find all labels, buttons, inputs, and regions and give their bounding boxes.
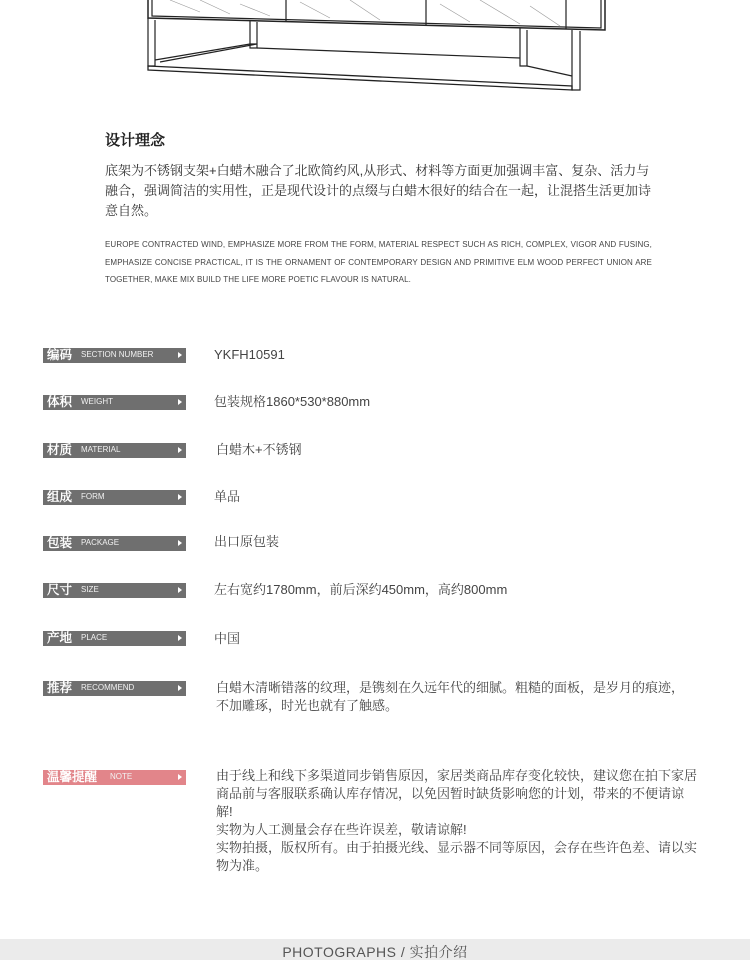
play-arrow-icon [178,447,182,453]
design-heading: 设计理念 [105,132,166,149]
spec-value: 白蜡木+不锈钢 [216,442,302,457]
play-arrow-icon [178,774,182,780]
play-arrow-icon [178,352,182,358]
spec-label-en: PACKAGE [81,538,120,547]
play-arrow-icon [178,399,182,405]
spec-label [43,631,186,646]
spec-label [43,443,186,458]
spec-label [43,583,186,598]
spec-label-cn: 材质 [47,443,73,457]
note-line: 实物为人工测量会存在些许误差，敬请谅解! [216,822,467,837]
spec-label [43,395,186,410]
note-label-cn: 温馨提醒 [47,770,98,784]
spec-label-cn: 组成 [47,490,73,504]
spec-label-en: SECTION NUMBER [81,350,154,359]
note-label-en: NOTE [110,772,133,781]
spec-label-en: MATERIAL [81,445,121,454]
photographs-title: PHOTOGRAPHS / 实拍介绍 [282,944,468,960]
spec-label-en: PLACE [81,633,108,642]
spec-label [43,681,186,696]
play-arrow-icon [178,587,182,593]
product-sketch [0,0,750,100]
spec-value: 包装规格1860*530*880mm [214,394,371,409]
spec-label-en: SIZE [81,585,99,594]
spec-label [43,348,186,363]
design-description-en: EUROPE CONTRACTED WIND, EMPHASIZE MORE FROM THE FORM, MATERIAL RESPECT SUCH AS RICH, COMPLEX, VIGOR AND FUSING, EMPHASIZE CONCISE PRACTICAL, IT IS THE ORNAMENT OF CONTEMPORARY DESIGN AND PRIMITIVE ELM WOOD PERFECT UNION ARE TOGETHER, MAKE MIX BUILD THE LIFE MORE POETIC FLAVOUR IS NATURAL. [105,240,652,284]
spec-label [43,536,186,551]
note-label [43,770,186,785]
spec-value: 出口原包装 [214,534,280,549]
spec-label-en: RECOMMEND [81,683,135,692]
note-line: 由于线上和线下多渠道同步销售原因，家居类商品库存变化较快，建议您在拍下家居商品前与客服联系确认库存情况，以免因暂时缺货影响您的计划，带来的不便请谅解! [216,768,698,819]
play-arrow-icon [178,685,182,691]
play-arrow-icon [178,540,182,546]
spec-label-cn: 体积 [47,395,73,409]
spec-value: 白蜡木清晰错落的纹理，是镌刻在久远年代的细腻。粗糙的面板，是岁月的痕迹，不加雕琢，时光也就有了触感。 [216,680,685,713]
spec-value: 单品 [214,489,241,504]
note-text [216,767,698,875]
spec-label-en: FORM [81,492,105,501]
spec-value: YKFH10591 [214,347,285,362]
spec-label-cn: 编码 [47,348,73,362]
spec-label-cn: 产地 [47,631,73,645]
note-line: 实物拍摄，版权所有。由于拍摄光线、显示器不同等原因，会存在些许色差、请以实物为准。 [216,840,698,873]
spec-value: 左右宽约1780mm，前后深约450mm，高约800mm [214,582,508,597]
play-arrow-icon [178,635,182,641]
design-description-cn: 底架为不锈钢支架+白蜡木融合了北欧简约风,从形式、材料等方面更加强调丰富、复杂、活力与融合，强调简洁的实用性，正是现代设计的点缀与白蜡木很好的结合在一起，让混搭生活更加诗意自然。 [105,163,652,218]
spec-label-en: WEIGHT [81,397,113,406]
photographs-section-bar [0,939,750,960]
spec-label-cn: 推荐 [47,681,73,695]
play-arrow-icon [178,494,182,500]
spec-label-cn: 尺寸 [47,583,73,597]
spec-label [43,490,186,505]
spec-value: 中国 [214,631,241,646]
spec-label-cn: 包装 [47,536,73,550]
